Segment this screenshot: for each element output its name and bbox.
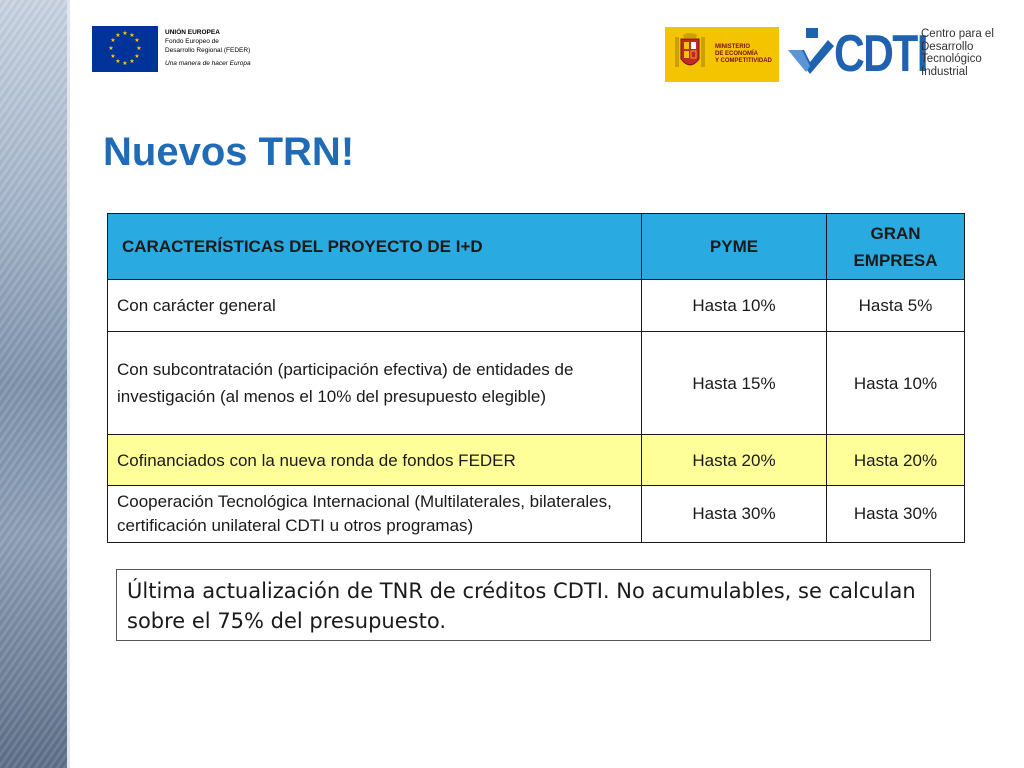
svg-text:★: ★ bbox=[122, 30, 128, 37]
eu-logo-text bbox=[165, 28, 251, 68]
pyme-cell: Hasta 30% bbox=[642, 486, 827, 543]
pyme-cell: Hasta 20% bbox=[642, 435, 827, 486]
ministerio-line-3: Y COMPETITIVIDAD bbox=[715, 58, 772, 64]
coat-of-arms-icon bbox=[671, 33, 709, 75]
feature-cell: Con subcontratación (participación efectiva) de entidades de investigación (al menos el 10% del presupuesto elegible) bbox=[108, 332, 642, 435]
svg-text:★: ★ bbox=[122, 60, 128, 67]
header-characteristics: CARACTERÍSTICAS DEL PROYECTO DE I+D bbox=[108, 214, 642, 280]
svg-text:★: ★ bbox=[108, 45, 114, 52]
ministerio-text bbox=[715, 44, 772, 65]
cdti-line-3: Tecnológico bbox=[921, 53, 982, 65]
svg-text:★: ★ bbox=[129, 32, 135, 39]
eu-fund: Fondo Europeo de bbox=[165, 38, 219, 45]
header-gran-empresa: GRAN EMPRESA bbox=[827, 214, 965, 280]
gran-empresa-cell: Hasta 30% bbox=[827, 486, 965, 543]
cdti-wordmark: CDTI bbox=[834, 25, 927, 83]
trn-table bbox=[107, 213, 965, 543]
cdti-line-4: Industrial bbox=[921, 65, 968, 78]
table-header-row bbox=[108, 214, 965, 280]
eu-tagline: Una manera de hacer Europa bbox=[165, 60, 251, 67]
feature-cell: Cooperación Tecnológica Internacional (Multilaterales, bilaterales, certificación unilateral CDTI u otros programas) bbox=[108, 486, 642, 543]
page-title: Nuevos TRN! bbox=[103, 130, 355, 174]
svg-text:★: ★ bbox=[129, 58, 135, 65]
table-row-highlighted bbox=[108, 435, 965, 486]
cdti-check-icon bbox=[788, 28, 834, 80]
svg-text:★: ★ bbox=[134, 53, 140, 60]
svg-text:★: ★ bbox=[115, 58, 121, 65]
pyme-cell: Hasta 15% bbox=[642, 332, 827, 435]
eu-title: UNIÓN EUROPEA bbox=[165, 29, 220, 36]
pyme-cell: Hasta 10% bbox=[642, 280, 827, 332]
svg-text:★: ★ bbox=[134, 37, 140, 44]
table-row bbox=[108, 280, 965, 332]
gran-empresa-cell: Hasta 5% bbox=[827, 280, 965, 332]
feature-cell: Cofinanciados con la nueva ronda de fondos FEDER bbox=[108, 435, 642, 486]
svg-text:★: ★ bbox=[136, 45, 142, 52]
eu-flag-logo bbox=[92, 26, 158, 72]
table-row bbox=[108, 486, 965, 543]
decorative-side-strip bbox=[0, 0, 70, 768]
cdti-line-2: Desarrollo bbox=[921, 40, 974, 53]
cdti-subtitle bbox=[921, 28, 994, 78]
ministerio-line-2: DE ECONOMÍA bbox=[715, 51, 759, 57]
eu-fund-2: Desarrollo Regional (FEDER) bbox=[165, 47, 251, 54]
svg-text:★: ★ bbox=[115, 32, 121, 39]
gran-empresa-cell: Hasta 20% bbox=[827, 435, 965, 486]
cdti-line-1: Centro para el bbox=[921, 28, 994, 40]
note-box: Última actualización de TNR de créditos CDTI. No acumulables, se calculan sobre el 75% del presupuesto. bbox=[116, 569, 931, 641]
svg-text:★: ★ bbox=[110, 53, 116, 60]
feature-cell: Con carácter general bbox=[108, 280, 642, 332]
ministerio-logo bbox=[665, 27, 779, 82]
gran-empresa-cell: Hasta 10% bbox=[827, 332, 965, 435]
svg-text:★: ★ bbox=[110, 37, 116, 44]
table-row bbox=[108, 332, 965, 435]
header-pyme: PYME bbox=[642, 214, 827, 280]
ministerio-line-1: MINISTERIO bbox=[715, 44, 751, 50]
